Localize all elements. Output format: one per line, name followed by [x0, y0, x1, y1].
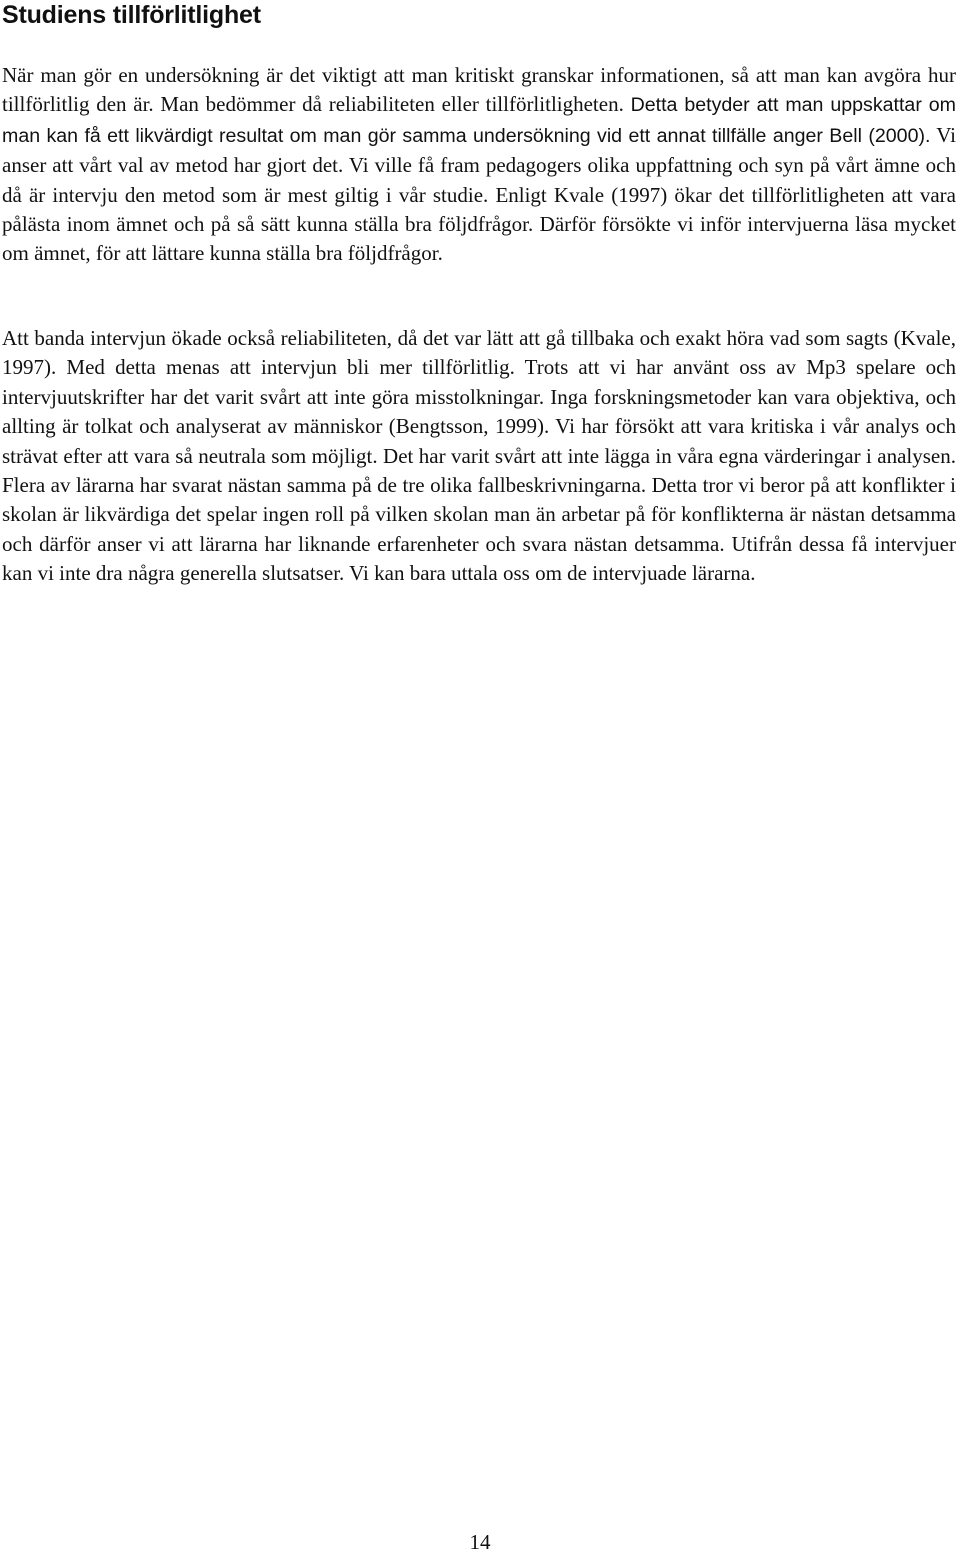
paragraph-recording: Att banda intervjun ökade också reliabiliteten, då det var lätt att gå tillbaka och exakt höra vad som sagts (Kvale, 1997). Med detta menas att intervjun bli mer tillförlitlig. Trots att vi har använt oss av Mp3 spelare och intervjuutskrifter har det varit svårt att inte göra misstolkningar. Inga forskningsmetoder kan vara objektiva, och allting är tolkat och analyserat av människor (Bengtsson, 1999). Vi har försökt att vara kritiska i vår analys och strävat efter att vara så neutrala som möjligt. Det har varit svårt att inte lägga in våra egna värderingar i analysen. Flera av lärarna har svarat nästan samma på de tre olika fallbeskrivningarna. Detta tror vi beror på att konflikter i skolan är likvärdiga det spelar ingen roll på vilken skolan man än arbetar på för konflikterna är nästan detsamma och därför anser vi att lärarna har liknande erfarenheter och svara nästan detsamma. Utifrån dessa få intervjuer kan vi inte dra några generella slutsatser. Vi kan bara uttala oss om de intervjuade lärarna.	[2, 326, 956, 586]
page-number: 14	[469, 1530, 491, 1554]
paragraph-1-part-2: Detta betyder att man uppskattar om man kan få ett likvärdigt resultat om man gör samma undersökning vid ett annat tillfälle anger Bell (2000).	[2, 94, 956, 147]
paragraph-1-part-3: Vi anser att vårt val av metod har gjort det. Vi ville få fram pedagogers olika uppfattning och syn på vårt ämne och då är intervju den metod som är mest giltig i vår studie.	[2, 122, 956, 207]
paragraph-1-part-1: När man gör en undersökning är det viktigt att man kritiskt granskar informationen, så att man kan avgöra hur tillförlitlig den är. Man bedömmer då reliabiliteten eller tillförlitligheten.	[2, 63, 956, 117]
paragraph-1-part-4: Enligt Kvale (1997) ökar det tillförlitligheten att vara pålästa inom ämnet och på så sätt kunna ställa bra följdfrågor. Därför försökte vi inför intervjuerna läsa mycket om ämnet, för att lättare kunna ställa bra följdfrågor.	[2, 182, 956, 266]
paragraph-reliability	[2, 61, 956, 269]
section-heading: Studiens tillförlitlighet	[2, 1, 261, 29]
